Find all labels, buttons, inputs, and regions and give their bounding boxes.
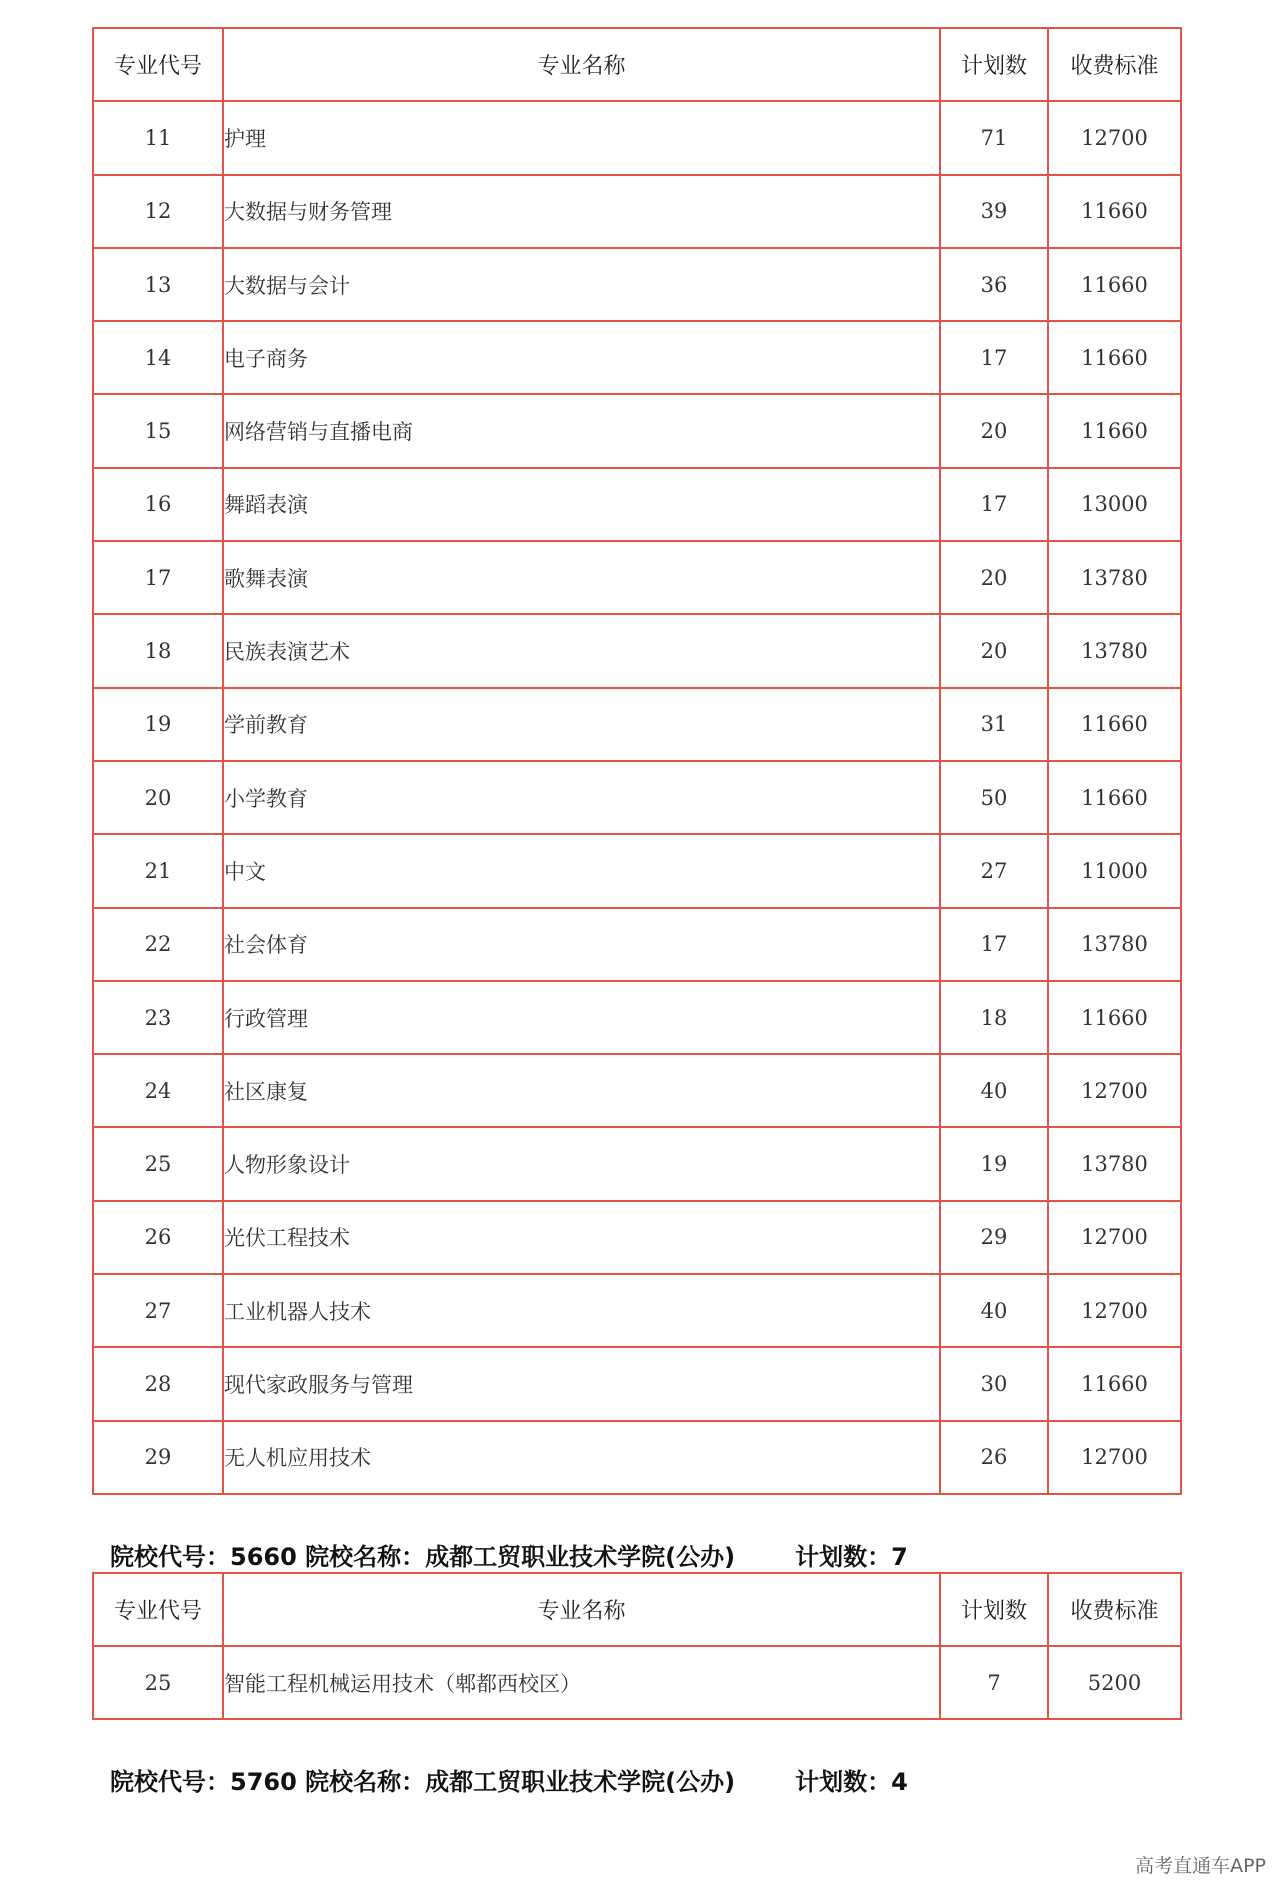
plan-count-cell: 40 xyxy=(940,1274,1048,1347)
major-name-cell: 社区康复 xyxy=(223,1054,940,1127)
major-code-cell: 23 xyxy=(93,981,223,1054)
header-major-name: 专业名称 xyxy=(223,28,940,101)
plan-count-cell: 20 xyxy=(940,394,1048,467)
major-code-cell: 19 xyxy=(93,688,223,761)
plan-count-cell: 20 xyxy=(940,541,1048,614)
major-name-cell: 工业机器人技术 xyxy=(223,1274,940,1347)
major-plan-table xyxy=(92,27,1182,1495)
major-code-cell: 17 xyxy=(93,541,223,614)
plan-count-cell: 36 xyxy=(940,248,1048,321)
table-header-row xyxy=(93,1573,1181,1646)
plan-count-cell: 20 xyxy=(940,614,1048,687)
school-plan-count: 计划数：7 xyxy=(795,1543,908,1571)
table-row xyxy=(93,1646,1181,1719)
fee-cell: 11660 xyxy=(1048,981,1181,1054)
plan-count-cell: 31 xyxy=(940,688,1048,761)
fee-cell: 11660 xyxy=(1048,394,1181,467)
plan-count-cell: 27 xyxy=(940,834,1048,907)
major-name-cell: 学前教育 xyxy=(223,688,940,761)
table-row xyxy=(93,1201,1181,1274)
header-plan-count: 计划数 xyxy=(940,1573,1048,1646)
major-code-cell: 16 xyxy=(93,468,223,541)
plan-count-cell: 50 xyxy=(940,761,1048,834)
fee-cell: 13000 xyxy=(1048,468,1181,541)
school-plan-count: 计划数：4 xyxy=(795,1768,908,1796)
table-row xyxy=(93,394,1181,467)
plan-count-cell: 40 xyxy=(940,1054,1048,1127)
major-name-cell: 大数据与会计 xyxy=(223,248,940,321)
table-row xyxy=(93,981,1181,1054)
fee-cell: 11660 xyxy=(1048,248,1181,321)
major-code-cell: 25 xyxy=(93,1646,223,1719)
major-name-cell: 舞蹈表演 xyxy=(223,468,940,541)
major-name-cell: 大数据与财务管理 xyxy=(223,175,940,248)
major-name-cell: 光伏工程技术 xyxy=(223,1201,940,1274)
header-major-code: 专业代号 xyxy=(93,28,223,101)
major-name-cell: 社会体育 xyxy=(223,908,940,981)
school-info-line-2 xyxy=(110,1762,908,1797)
major-name-cell: 网络营销与直播电商 xyxy=(223,394,940,467)
fee-cell: 13780 xyxy=(1048,541,1181,614)
major-name-cell: 电子商务 xyxy=(223,321,940,394)
plan-count-cell: 17 xyxy=(940,321,1048,394)
watermark: 高考直通车APP xyxy=(1135,1855,1266,1877)
school-info-line xyxy=(110,1537,908,1572)
fee-cell: 11660 xyxy=(1048,321,1181,394)
major-name-cell: 人物形象设计 xyxy=(223,1127,940,1200)
major-name-cell: 中文 xyxy=(223,834,940,907)
header-fee: 收费标准 xyxy=(1048,28,1181,101)
fee-cell: 12700 xyxy=(1048,1274,1181,1347)
major-name-cell: 现代家政服务与管理 xyxy=(223,1347,940,1420)
fee-cell: 11660 xyxy=(1048,688,1181,761)
table-row xyxy=(93,761,1181,834)
plan-count-cell: 30 xyxy=(940,1347,1048,1420)
table-row xyxy=(93,1127,1181,1200)
major-code-cell: 26 xyxy=(93,1201,223,1274)
table-row xyxy=(93,1347,1181,1420)
fee-cell: 12700 xyxy=(1048,1421,1181,1494)
header-major-name: 专业名称 xyxy=(223,1573,940,1646)
table-row xyxy=(93,321,1181,394)
major-code-cell: 22 xyxy=(93,908,223,981)
table-row xyxy=(93,834,1181,907)
table-header-row xyxy=(93,28,1181,101)
fee-cell: 11000 xyxy=(1048,834,1181,907)
major-name-cell: 歌舞表演 xyxy=(223,541,940,614)
major-code-cell: 14 xyxy=(93,321,223,394)
table-row xyxy=(93,1054,1181,1127)
plan-count-cell: 17 xyxy=(940,468,1048,541)
major-code-cell: 28 xyxy=(93,1347,223,1420)
table-row xyxy=(93,101,1181,174)
table-row xyxy=(93,541,1181,614)
major-name-cell: 护理 xyxy=(223,101,940,174)
fee-cell: 13780 xyxy=(1048,614,1181,687)
header-fee: 收费标准 xyxy=(1048,1573,1181,1646)
table-row xyxy=(93,248,1181,321)
major-name-cell: 无人机应用技术 xyxy=(223,1421,940,1494)
plan-count-cell: 71 xyxy=(940,101,1048,174)
major-code-cell: 27 xyxy=(93,1274,223,1347)
major-name-cell: 智能工程机械运用技术（郫都西校区） xyxy=(223,1646,940,1719)
plan-count-cell: 26 xyxy=(940,1421,1048,1494)
table-row xyxy=(93,1421,1181,1494)
fee-cell: 11660 xyxy=(1048,1347,1181,1420)
table-row xyxy=(93,1274,1181,1347)
major-name-cell: 行政管理 xyxy=(223,981,940,1054)
major-code-cell: 15 xyxy=(93,394,223,467)
fee-cell: 5200 xyxy=(1048,1646,1181,1719)
major-plan-table-body xyxy=(93,101,1181,1494)
header-major-code: 专业代号 xyxy=(93,1573,223,1646)
table-row xyxy=(93,468,1181,541)
fee-cell: 13780 xyxy=(1048,1127,1181,1200)
fee-cell: 12700 xyxy=(1048,1201,1181,1274)
header-plan-count: 计划数 xyxy=(940,28,1048,101)
plan-count-cell: 19 xyxy=(940,1127,1048,1200)
fee-cell: 11660 xyxy=(1048,761,1181,834)
table-row xyxy=(93,688,1181,761)
major-plan-table-2 xyxy=(92,1572,1182,1720)
plan-count-cell: 7 xyxy=(940,1646,1048,1719)
plan-count-cell: 39 xyxy=(940,175,1048,248)
table-row xyxy=(93,175,1181,248)
major-code-cell: 18 xyxy=(93,614,223,687)
major-name-cell: 民族表演艺术 xyxy=(223,614,940,687)
plan-count-cell: 29 xyxy=(940,1201,1048,1274)
plan-count-cell: 18 xyxy=(940,981,1048,1054)
major-name-cell: 小学教育 xyxy=(223,761,940,834)
major-code-cell: 11 xyxy=(93,101,223,174)
fee-cell: 12700 xyxy=(1048,1054,1181,1127)
school-info: 院校代号：5660 院校名称：成都工贸职业技术学院(公办) xyxy=(110,1543,736,1571)
major-code-cell: 29 xyxy=(93,1421,223,1494)
major-code-cell: 24 xyxy=(93,1054,223,1127)
fee-cell: 12700 xyxy=(1048,101,1181,174)
plan-count-cell: 17 xyxy=(940,908,1048,981)
fee-cell: 11660 xyxy=(1048,175,1181,248)
major-code-cell: 21 xyxy=(93,834,223,907)
table-row xyxy=(93,908,1181,981)
major-code-cell: 20 xyxy=(93,761,223,834)
fee-cell: 13780 xyxy=(1048,908,1181,981)
major-code-cell: 12 xyxy=(93,175,223,248)
major-code-cell: 25 xyxy=(93,1127,223,1200)
table-row xyxy=(93,614,1181,687)
major-plan-table-2-body xyxy=(93,1646,1181,1719)
school-info: 院校代号：5760 院校名称：成都工贸职业技术学院(公办) xyxy=(110,1768,736,1796)
major-code-cell: 13 xyxy=(93,248,223,321)
